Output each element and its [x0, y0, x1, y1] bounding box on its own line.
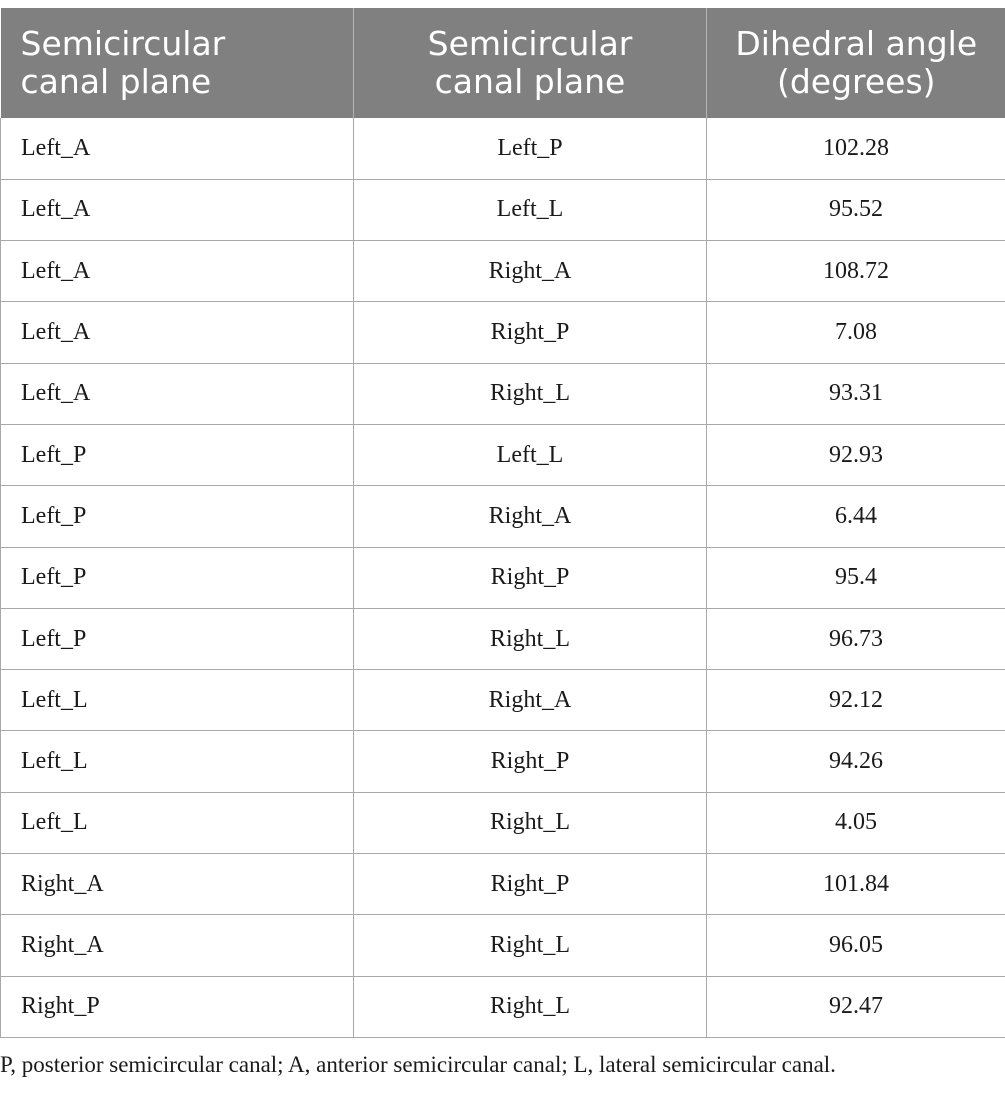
- cell-dihedral-angle: 4.05: [707, 792, 1005, 853]
- cell-dihedral-angle: 108.72: [707, 241, 1005, 302]
- cell-canal-plane-2: Left_L: [354, 424, 707, 485]
- cell-dihedral-angle: 96.05: [707, 915, 1005, 976]
- table-body: [1, 118, 1005, 1037]
- cell-canal-plane-2: Left_L: [354, 179, 707, 240]
- table-row: [1, 854, 1005, 915]
- cell-canal-plane-1: Left_P: [1, 486, 354, 547]
- cell-canal-plane-1: Left_A: [1, 363, 354, 424]
- cell-canal-plane-2: Right_L: [354, 792, 707, 853]
- table-row: [1, 363, 1005, 424]
- table-row: [1, 302, 1005, 363]
- table-row: [1, 118, 1005, 179]
- cell-canal-plane-2: Right_A: [354, 670, 707, 731]
- cell-canal-plane-1: Left_P: [1, 608, 354, 669]
- table-row: [1, 486, 1005, 547]
- cell-canal-plane-2: Right_A: [354, 486, 707, 547]
- cell-canal-plane-2: Right_L: [354, 363, 707, 424]
- cell-canal-plane-2: Right_P: [354, 854, 707, 915]
- header-canal-plane-1-label: Semicircular canal plane: [20, 24, 226, 101]
- table-row: [1, 731, 1005, 792]
- cell-dihedral-angle: 92.47: [707, 976, 1005, 1037]
- cell-canal-plane-2: Right_L: [354, 976, 707, 1037]
- table-footnote: P, posterior semicircular canal; A, anterior semicircular canal; L, lateral semicircular canal.: [0, 1052, 836, 1077]
- table-row: [1, 670, 1005, 731]
- cell-dihedral-angle: 92.12: [707, 670, 1005, 731]
- cell-dihedral-angle: 102.28: [707, 118, 1005, 179]
- cell-dihedral-angle: 94.26: [707, 731, 1005, 792]
- table-row: [1, 915, 1005, 976]
- header-canal-plane-2: [354, 8, 707, 118]
- cell-canal-plane-1: Left_P: [1, 424, 354, 485]
- cell-dihedral-angle: 95.52: [707, 179, 1005, 240]
- table-row: [1, 241, 1005, 302]
- cell-canal-plane-2: Right_P: [354, 302, 707, 363]
- cell-canal-plane-2: Right_P: [354, 731, 707, 792]
- table-row: [1, 608, 1005, 669]
- table-header: [1, 8, 1005, 118]
- table-row: [1, 792, 1005, 853]
- cell-dihedral-angle: 92.93: [707, 424, 1005, 485]
- cell-dihedral-angle: 101.84: [707, 854, 1005, 915]
- cell-canal-plane-1: Left_L: [1, 731, 354, 792]
- table-row: [1, 179, 1005, 240]
- header-canal-plane-2-label: Semicircular canal plane: [427, 24, 633, 101]
- header-canal-plane-1: [1, 8, 354, 118]
- table-row: [1, 976, 1005, 1037]
- header-dihedral-angle: [707, 8, 1005, 118]
- cell-canal-plane-2: Right_P: [354, 547, 707, 608]
- header-dihedral-angle-label: Dihedral angle (degrees): [735, 24, 978, 101]
- cell-canal-plane-1: Right_P: [1, 976, 354, 1037]
- cell-canal-plane-1: Left_P: [1, 547, 354, 608]
- cell-dihedral-angle: 6.44: [707, 486, 1005, 547]
- cell-dihedral-angle: 95.4: [707, 547, 1005, 608]
- cell-dihedral-angle: 96.73: [707, 608, 1005, 669]
- cell-canal-plane-2: Right_A: [354, 241, 707, 302]
- cell-canal-plane-1: Left_A: [1, 302, 354, 363]
- cell-canal-plane-2: Right_L: [354, 915, 707, 976]
- cell-canal-plane-1: Left_A: [1, 179, 354, 240]
- cell-canal-plane-1: Right_A: [1, 915, 354, 976]
- cell-dihedral-angle: 93.31: [707, 363, 1005, 424]
- cell-canal-plane-2: Right_L: [354, 608, 707, 669]
- header-row: [1, 8, 1005, 118]
- table-row: [1, 424, 1005, 485]
- cell-canal-plane-1: Right_A: [1, 854, 354, 915]
- cell-canal-plane-1: Left_L: [1, 670, 354, 731]
- dihedral-angle-table: [0, 8, 1005, 1038]
- cell-canal-plane-1: Left_L: [1, 792, 354, 853]
- cell-canal-plane-2: Left_P: [354, 118, 707, 179]
- cell-canal-plane-1: Left_A: [1, 118, 354, 179]
- table-row: [1, 547, 1005, 608]
- cell-dihedral-angle: 7.08: [707, 302, 1005, 363]
- cell-canal-plane-1: Left_A: [1, 241, 354, 302]
